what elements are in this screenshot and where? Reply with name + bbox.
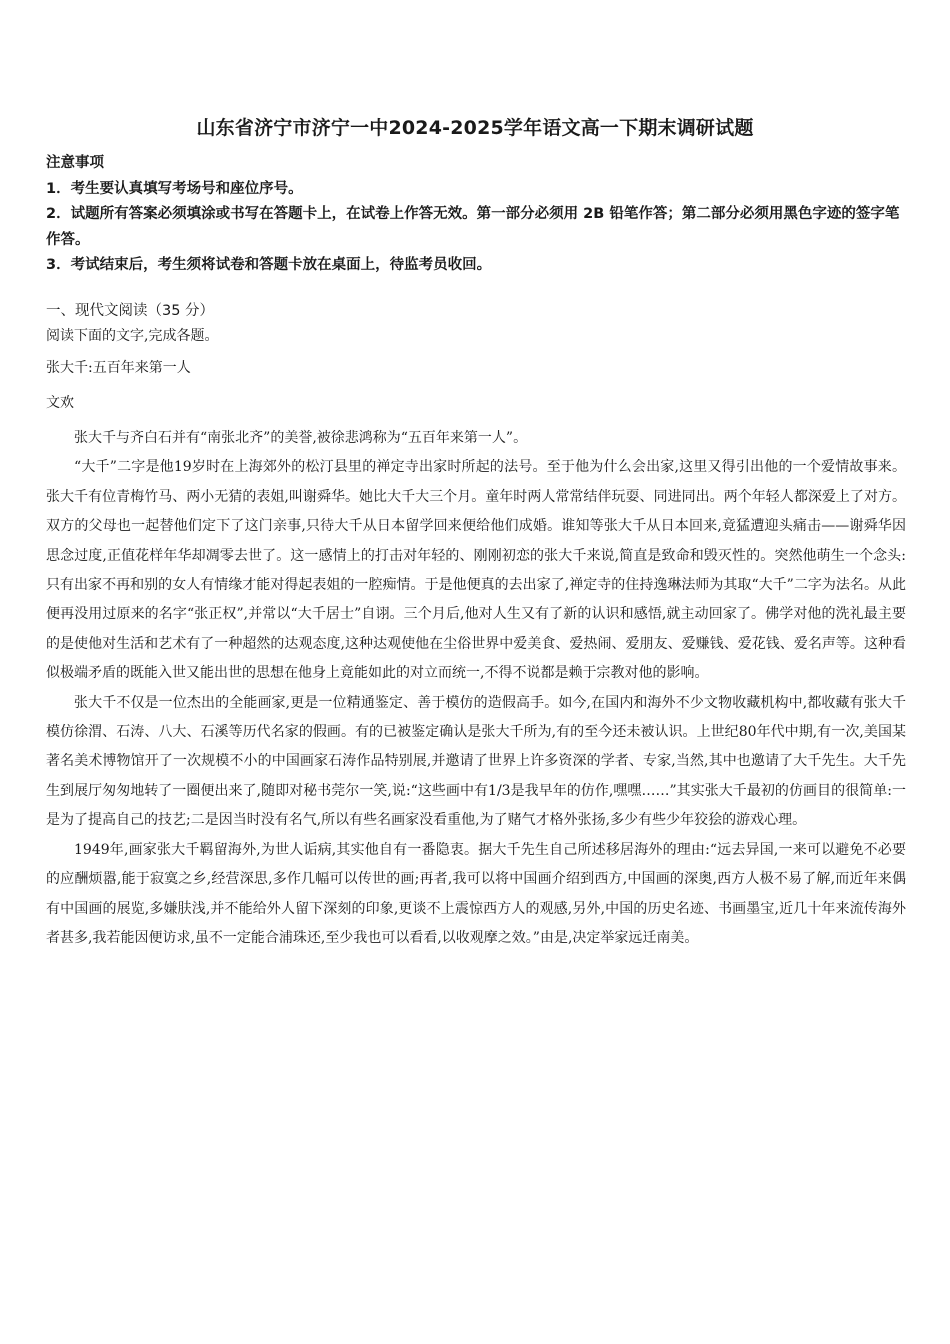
article-title: 张大千:五百年来第一人 [46,360,191,376]
section-heading: 一、现代文阅读（35 分） [46,303,215,319]
notice-heading: 注意事项 [46,155,104,171]
article-body [46,424,906,953]
notice-item: 3．考试结束后，考生须将试卷和答题卡放在桌面上，待监考员收回。 [46,257,492,273]
article-paragraph: “大千”二字是他19岁时在上海郊外的松汀县里的禅定寺出家时所起的法号。至于他为什么会出家,这里又得引出他的一个爱情故事来。张大千有位青梅竹马、两小无猜的表姐,叫谢舜华。她比大千大三个月。童年时两人常常结伴玩耍、同进同出。两个年轻人都深爱上了对方。双方的父母也一起替他们定下了这门亲事,只待大千从日本留学回来便给他们成婚。谁知等张大千从日本回来,竟猛遭迎头痛击——谢舜华因思念过度,正值花样年华却凋零去世了。这一感情上的打击对年轻的、刚刚初恋的张大千来说,简直是致命和毁灭性的。突然他萌生一个念头:只有出家不再和别的女人有情缘才能对得起表姐的一腔痴情。于是他便真的去出家了,禅定寺的住持逸琳法师为其取“大千”二字为法名。从此便再没用过原来的名字“张正权”,并常以“大千居士”自诩。三个月后,他对人生又有了新的认识和感悟,就主动回家了。佛学对他的洗礼最主要的是使他对生活和艺术有了一种超然的达观态度,这种达观使他在尘俗世界中爱美食、爱热闹、爱朋友、爱赚钱、爱花钱、爱名声等。这种看似极端矛盾的既能入世又能出世的思想在他身上竟能如此的对立而统一,不得不说都是赖于宗教对他的影响。 [46,459,906,682]
article-author: 文欢 [46,395,74,411]
article-paragraph: 张大千不仅是一位杰出的全能画家,更是一位精通鉴定、善于模仿的造假高手。如今,在国内和海外不少文物收藏机构中,都收藏有张大千模仿徐渭、石涛、八大、石溪等历代名家的假画。有的已被鉴定确认是张大千所为,有的至今还未被认识。上世纪80年代中期,有一次,美国某著名美术博物馆开了一次规模不小的中国画家石涛作品特别展,并邀请了世界上许多资深的学者、专家,当然,其中也邀请了大千先生。大千先生到展厅匆匆地转了一圈便出来了,随即对秘书莞尔一笑,说:“这些画中有1/3是我早年的仿作,嘿嘿……”其实张大千最初的仿画目的很简单:一是为了提高自己的技艺;二是因当时没有名气,所以有些名画家没看重他,为了赌气才格外张扬,多少有些少年狡狯的游戏心理。 [46,694,906,829]
reading-instruction: 阅读下面的文字,完成各题。 [46,328,219,344]
exam-title: 山东省济宁市济宁一中2024-2025学年语文高一下期末调研试题 [196,117,754,139]
article-paragraph: 1949年,画家张大千羁留海外,为世人诟病,其实他自有一番隐衷。据大千先生自己所述移居海外的理由:“远去异国,一来可以避免不必要的应酬烦嚣,能于寂寞之乡,经营深思,多作几幅可以传世的画;再者,我可以将中国画介绍到西方,中国画的深奥,西方人极不易了解,而近年来偶有中国画的展览,多嫌肤浅,并不能给外人留下深刻的印象,更谈不上震惊西方人的观感,另外,中国的历史名迹、书画墨宝,近几十年来流传海外者甚多,我若能因便访求,虽不一定能合浦珠还,至少我也可以看看,以收观摩之效。”由是,决定举家远迁南美。 [46,841,906,946]
article-paragraph: 张大千与齐白石并有“南张北齐”的美誉,被徐悲鸿称为“五百年来第一人”。 [74,430,528,446]
notice-block [46,151,908,279]
notice-item: 2．试题所有答案必须填涂或书写在答题卡上，在试卷上作答无效。第一部分必须用 2B 铅笔作答；第二部分必须用黑色字迹的签字笔作答。 [46,206,900,248]
notice-item: 1．考生要认真填写考场号和座位序号。 [46,180,303,197]
